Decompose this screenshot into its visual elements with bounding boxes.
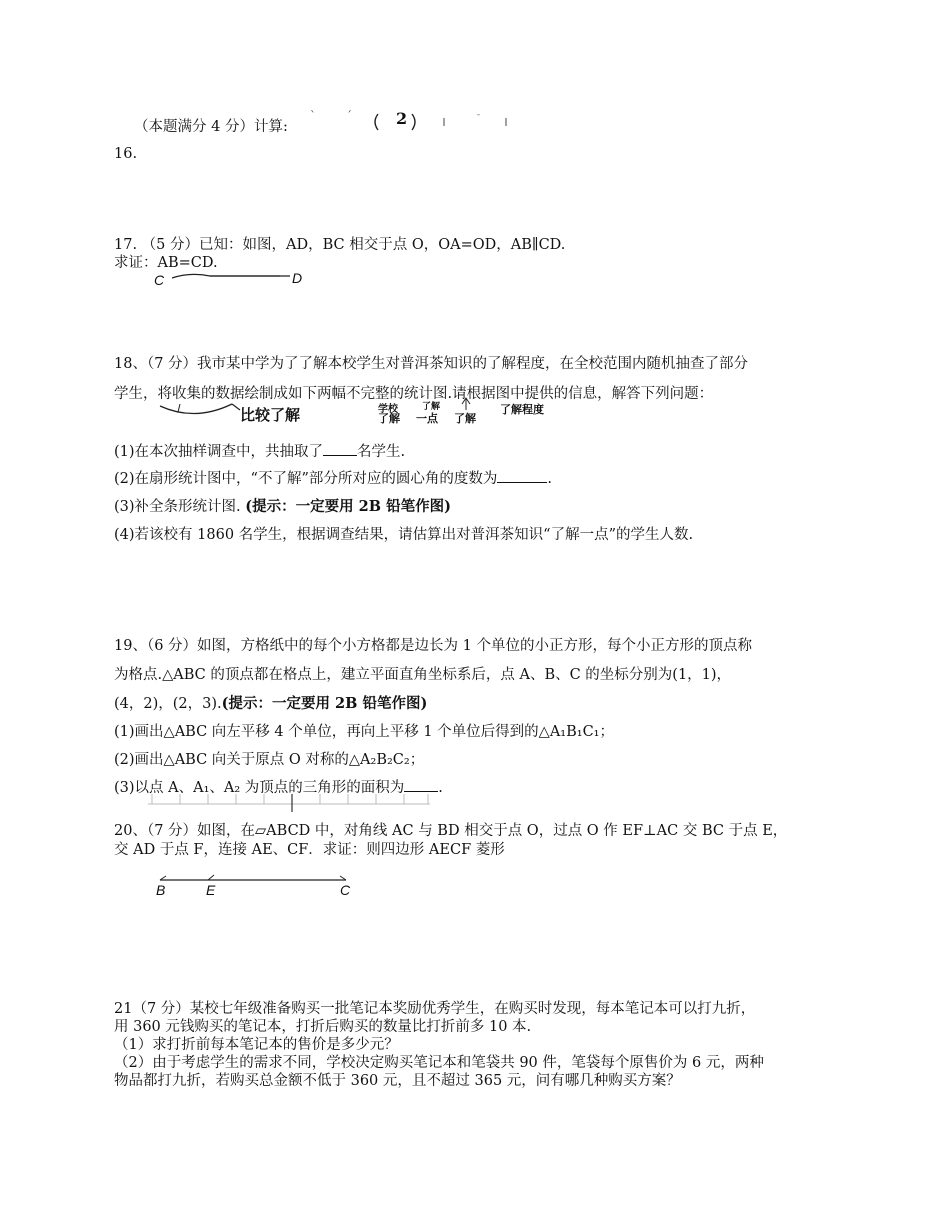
- q18-label-yidian-a: 了解: [422, 402, 441, 412]
- q18-part-2-post: .: [547, 471, 552, 487]
- q18-part-3-hint: (提示：一定要用 2B 铅笔作图): [245, 498, 451, 515]
- q17-line-2: 求证：AB=CD.: [114, 255, 218, 271]
- q18-chart-fragments: [150, 396, 570, 426]
- q15-text: （本题满分 4 分）计算:: [134, 119, 288, 135]
- q20-line-2: 交 AD 于点 F，连接 AE、CF．求证：则四边形 AECF 菱形: [114, 842, 505, 858]
- q19-part-3-pre: (3)以点 A、A₁、A₂ 为顶点的三角形的面积为: [114, 780, 405, 796]
- q17-line-1: 17. （5 分）已知：如图，AD，BC 相交于点 O，OA=OD，AB∥CD.: [114, 237, 566, 253]
- q21-line-1: 21（7 分）某校七年级准备购买一批笔记本奖励优秀学生，在购买时发现，每本笔记本可以打九折，: [114, 1001, 756, 1017]
- q18-label-xuexiao-a: 学校: [378, 404, 398, 415]
- q21-line-2: 用 360 元钱购买的笔记本，打折后购买的数量比打折前多 10 本.: [114, 1019, 532, 1035]
- q17-figure: [150, 268, 320, 290]
- q21-line-4: （2）由于考虑学生的需求不同，学校决定购买笔记本和笔袋共 90 件，笔袋每个原售价为 6 元，两种: [114, 1055, 764, 1071]
- q15-formula-digit: 2: [396, 109, 408, 128]
- q18-part-1-post: 名学生.: [357, 444, 406, 460]
- q19-line-1: 19、（6 分）如图，方格纸中的每个小方格都是边长为 1 个单位的小正方形，每个小正方形的顶点称: [114, 638, 752, 654]
- q20-label-e: E: [206, 882, 216, 898]
- svg-text:ˋ: ˋ: [310, 109, 316, 123]
- q16-number: 16.: [114, 146, 138, 162]
- formula-fragment-image: [306, 106, 556, 134]
- q18-part-1-pre: (1)在本次抽样调查中，共抽取了: [114, 444, 324, 460]
- q17-label-c: C: [154, 272, 165, 288]
- q18-part-2-pre: (2)在扇形统计图中，“不了解”部分所对应的圆心角的度数为: [114, 471, 498, 487]
- q18-part-1: [114, 440, 405, 461]
- q19-line-2: 为格点.△ABC 的顶点都在格点上，建立平面直角坐标系后，点 A、B、C 的坐标分别为(1，1)，: [114, 667, 732, 683]
- q18-line-2: 学生，将收集的数据绘制成如下两幅不完整的统计图.请根据图中提供的信息，解答下列问题：: [114, 386, 714, 402]
- q19-line-3: [114, 692, 427, 713]
- svg-text:ˉ: ˉ: [476, 114, 481, 125]
- q19-grid-fragment: [148, 794, 438, 812]
- q20-line-1: 20、（7 分）如图，在▱ABCD 中，对角线 AC 与 BD 相交于点 O，过点 O 作 EF⊥AC 交 BC 于点 E，: [114, 823, 788, 839]
- q15-formula-fragment: [306, 106, 556, 134]
- q20-figure: [150, 872, 360, 898]
- q18-line-1: 18、（7 分）我市某中学为了了解本校学生对普洱茶知识的了解程度，在全校范围内随机抽查了部分: [114, 356, 749, 372]
- q18-label-yidian-b: 一点: [416, 412, 438, 425]
- q19-line-3-pre: (4，2)，(2，3).: [114, 696, 222, 712]
- q20-figure-svg: [150, 872, 360, 898]
- q18-label-bijiao: 比较了解: [240, 406, 301, 424]
- q18-label-liaojie-chengdu: 了解程度: [500, 403, 544, 416]
- q18-part-3-pre: (3)补全条形统计图.: [114, 499, 246, 515]
- q18-part-1-blank: [323, 441, 357, 456]
- q19-part-2: (2)画出△ABC 向关于原点 O 对称的△A₂B₂C₂；: [114, 752, 425, 768]
- q18-label-xuexiao-b: 了解: [378, 412, 400, 425]
- q19-grid-svg: [148, 794, 438, 812]
- q21-line-5: 物品都打九折，若购买总金额不低于 360 元，且不超过 365 元，问有哪几种购买方案？: [114, 1073, 681, 1089]
- q19-part-3-blank: [404, 777, 438, 792]
- q17-label-d: D: [292, 270, 303, 286]
- q18-part-2: [114, 467, 552, 488]
- q19-part-3-post: .: [438, 780, 443, 796]
- q19-part-1: (1)画出△ABC 向左平移 4 个单位，再向上平移 1 个单位后得到的△A₁B₁C₁；: [114, 724, 614, 740]
- q18-part-3: [114, 495, 451, 516]
- q19-line-3-hint: (提示：一定要用 2B 铅笔作图): [221, 695, 428, 712]
- q18-part-2-blank: [497, 468, 547, 483]
- q20-label-b: B: [156, 882, 166, 898]
- q18-part-4: (4)若该校有 1860 名学生，根据调查结果，请估算出对普洱茶知识“了解一点”的学生人数.: [114, 527, 694, 543]
- q21-line-3: （1）求打折前每本笔记本的售价是多少元？: [114, 1037, 399, 1053]
- svg-text:ˊ: ˊ: [346, 109, 352, 123]
- q20-label-c: C: [340, 882, 351, 898]
- q18-label-buliaojie: 了解: [454, 412, 476, 425]
